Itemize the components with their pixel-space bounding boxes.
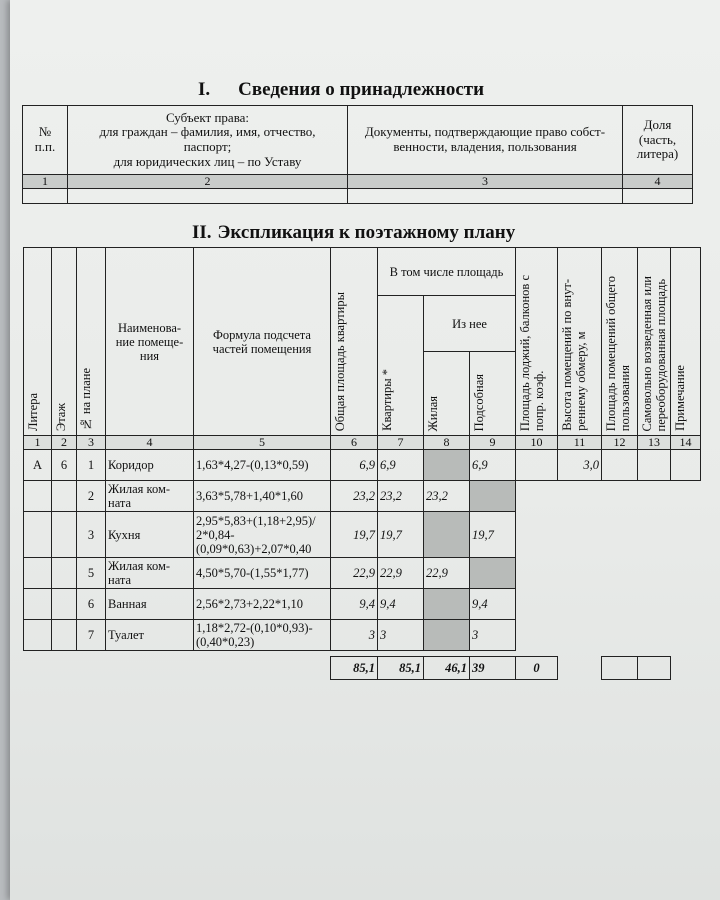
table-row — [24, 620, 701, 651]
etazh-cell — [52, 620, 77, 651]
formula-cell — [194, 450, 331, 481]
totals-label-space — [24, 657, 331, 680]
footnote-mark: * — [380, 369, 394, 376]
common-cell — [602, 450, 638, 481]
litera-cell: А — [24, 450, 52, 481]
formula-line: 2,95*5,83+(1,18+2,95)/ — [196, 513, 316, 528]
selfbuilt-cell — [638, 620, 671, 651]
room-name-line: Жилая ком- — [108, 482, 171, 497]
col-name-header — [106, 248, 194, 436]
common-cell — [602, 481, 638, 512]
formula-cell — [194, 589, 331, 620]
header-line: Квартиры — [380, 378, 394, 431]
room-no-cell: 6 — [77, 589, 106, 620]
header-text: Общая площадь квартиры — [333, 291, 347, 431]
header-text — [640, 272, 668, 436]
header-text: Подсобная — [472, 373, 486, 431]
selfbuilt-sum — [638, 657, 671, 680]
room-name-line: ната — [108, 496, 132, 511]
totals-row — [24, 657, 701, 680]
room-name-cell — [106, 620, 194, 651]
room-no-cell: 7 — [77, 620, 106, 651]
col-number: 3 — [77, 436, 106, 450]
loggia-cell — [516, 512, 558, 558]
formula-line: 1,18*2,72-(0,10*0,93)- — [196, 621, 313, 636]
loggia-cell — [516, 450, 558, 481]
header-line: Самовольно возведенная или — [640, 275, 655, 431]
room-name-cell — [106, 589, 194, 620]
living-area-cell: 22,9 — [424, 558, 470, 589]
col-num-header — [23, 106, 68, 175]
aux-area-sum: 39 — [470, 657, 516, 680]
height-cell — [558, 589, 602, 620]
room-name-cell — [106, 450, 194, 481]
note-cell — [671, 558, 701, 589]
room-name-line: Жилая ком- — [108, 559, 171, 574]
col-number: 8 — [424, 436, 470, 450]
formula-line: (0,40*0,23) — [196, 635, 255, 650]
header-line: № — [38, 124, 52, 140]
header-line: реннему обмеру, м — [574, 331, 589, 431]
formula-cell — [194, 481, 331, 512]
litera-cell — [24, 589, 52, 620]
loggia-cell — [516, 558, 558, 589]
formula-line: 4,50*5,70-(1,55*1,77) — [196, 566, 309, 581]
col-number: 1 — [24, 436, 52, 450]
note-cell — [671, 620, 701, 651]
note-cell — [671, 481, 701, 512]
aux-area-cell: 6,9 — [470, 450, 516, 481]
header-line: ние помеще- — [115, 334, 184, 349]
common-cell — [602, 620, 638, 651]
etazh-cell — [52, 558, 77, 589]
empty-cell — [623, 189, 693, 204]
header-line: п.п. — [34, 139, 56, 154]
col-total-area-header — [331, 248, 378, 436]
header-line: Наименова- — [117, 320, 182, 335]
room-name-cell — [106, 481, 194, 512]
room-name-line: Кухня — [108, 527, 141, 542]
apartment-area-cell: 6,9 — [378, 450, 424, 481]
header-text: Примечание — [673, 365, 688, 431]
col-litera-header — [24, 248, 52, 436]
height-cell — [558, 481, 602, 512]
common-cell — [602, 558, 638, 589]
header-text — [518, 271, 546, 435]
header-line: (часть, — [638, 131, 677, 147]
aux-area-cell: 3 — [470, 620, 516, 651]
col-number: 6 — [331, 436, 378, 450]
selfbuilt-cell — [638, 450, 671, 481]
header-line: Субъект права: — [165, 109, 250, 125]
explication-table — [23, 247, 701, 680]
col-number: 7 — [378, 436, 424, 450]
total-area-cell: 6,9 — [331, 450, 378, 481]
col-height-header — [558, 248, 602, 436]
aux-area-cell — [470, 481, 516, 512]
apartment-area-cell: 23,2 — [378, 481, 424, 512]
litera-cell — [24, 558, 52, 589]
aux-area-cell — [470, 558, 516, 589]
loggia-cell — [516, 620, 558, 651]
note-cell — [671, 450, 701, 481]
col-number: 11 — [558, 436, 602, 450]
section-2-title — [192, 222, 515, 244]
room-name-line: Туалет — [108, 628, 145, 643]
header-line: литера) — [636, 146, 679, 162]
selfbuilt-cell — [638, 558, 671, 589]
header-line: венности, владения, пользования — [393, 139, 577, 154]
etazh-cell — [52, 589, 77, 620]
col-number: 4 — [106, 436, 194, 450]
empty-cell — [348, 189, 623, 204]
col-number: 10 — [516, 436, 558, 450]
room-name-line: Ванная — [108, 597, 147, 612]
header-line: частей помещения — [212, 341, 312, 356]
header-text — [560, 275, 588, 435]
living-area-sum: 46,1 — [424, 657, 470, 680]
header-line: Формула подсчета — [213, 327, 311, 342]
table-row — [24, 481, 701, 512]
section-2-heading: Экспликация к поэтажному плану — [217, 222, 516, 243]
living-area-cell: 23,2 — [424, 481, 470, 512]
table-row — [24, 450, 701, 481]
header-line: Документы, подтверждающие право собст- — [364, 124, 606, 140]
col-common-header — [602, 248, 638, 436]
formula-line: 1,63*4,27-(0,13*0,59) — [196, 458, 309, 473]
section-1-number: I. — [198, 79, 211, 100]
room-no-cell: 1 — [77, 450, 106, 481]
common-cell — [602, 512, 638, 558]
header-line: Доля — [643, 117, 672, 133]
header-text — [604, 272, 632, 435]
col-number: 2 — [68, 175, 348, 189]
header-line: Площадь помещений общего — [604, 275, 619, 431]
litera-cell — [24, 481, 52, 512]
col-number: 12 — [602, 436, 638, 450]
table-row — [24, 512, 701, 558]
apartment-area-cell: 22,9 — [378, 558, 424, 589]
total-area-cell: 9,4 — [331, 589, 378, 620]
etazh-cell — [52, 512, 77, 558]
header-line: ния — [139, 348, 160, 363]
col-number: 3 — [348, 175, 623, 189]
section-2-number: II. — [192, 222, 212, 243]
formula-line: 2*0,84- — [196, 527, 235, 542]
col-etazh-header — [52, 248, 77, 436]
total-area-cell: 19,7 — [331, 512, 378, 558]
table-row — [24, 589, 701, 620]
note-cell — [671, 512, 701, 558]
col-plan-no-header — [77, 248, 106, 436]
col-number: 1 — [23, 175, 68, 189]
formula-line: 2,56*2,73+2,22*1,10 — [196, 597, 304, 612]
living-area-cell — [424, 620, 470, 651]
room-name-cell — [106, 558, 194, 589]
living-area-cell — [424, 589, 470, 620]
section-1-heading: Сведения о принадлежности — [238, 79, 485, 100]
total-area-cell: 3 — [331, 620, 378, 651]
col-number: 4 — [623, 175, 693, 189]
loggia-cell — [516, 481, 558, 512]
col-note-header — [671, 248, 701, 436]
col-share-header — [623, 106, 693, 175]
table-row — [24, 558, 701, 589]
col-number: 5 — [194, 436, 331, 450]
selfbuilt-cell — [638, 512, 671, 558]
col-docs-header — [348, 106, 623, 175]
aux-area-cell: 9,4 — [470, 589, 516, 620]
col-loggia-header — [516, 248, 558, 436]
header-text: Жилая — [426, 395, 440, 431]
col-apartment-header — [378, 296, 424, 436]
room-name-line: Коридор — [108, 458, 154, 473]
formula-cell — [194, 558, 331, 589]
room-no-cell: 2 — [77, 481, 106, 512]
col-number: 9 — [470, 436, 516, 450]
litera-cell — [24, 620, 52, 651]
header-line: Площадь лоджий, балконов с — [518, 274, 533, 431]
header-line: попр. коэф. — [532, 370, 547, 431]
total-area-cell: 22,9 — [331, 558, 378, 589]
note-sum — [671, 657, 701, 680]
common-cell — [602, 589, 638, 620]
col-number: 13 — [638, 436, 671, 450]
loggia-cell — [516, 589, 558, 620]
formula-cell — [194, 620, 331, 651]
height-sum — [558, 657, 602, 680]
column-numbers-row — [24, 436, 701, 450]
col-of-which-header: Из нее — [424, 296, 516, 352]
apartment-area-cell: 3 — [378, 620, 424, 651]
col-incl-area-header: В том числе площадь — [378, 248, 516, 296]
header-line: Высота помещений по внут- — [560, 279, 575, 431]
formula-line: 3,63*5,78+1,40*1,60 — [196, 489, 304, 504]
room-name-line: ната — [108, 573, 132, 588]
header-text: Этаж — [54, 402, 68, 431]
living-area-cell — [424, 450, 470, 481]
total-area-sum: 85,1 — [331, 657, 378, 680]
height-cell — [558, 512, 602, 558]
etazh-cell — [52, 481, 77, 512]
header-line: для граждан – фамилия, имя, отчество, — [99, 124, 316, 140]
height-cell — [558, 620, 602, 651]
header-text — [380, 365, 394, 435]
ownership-table — [22, 105, 693, 204]
common-sum — [602, 657, 638, 680]
room-no-cell: 3 — [77, 512, 106, 558]
col-formula-header — [194, 248, 331, 436]
aux-area-cell: 19,7 — [470, 512, 516, 558]
selfbuilt-cell — [638, 481, 671, 512]
note-cell — [671, 589, 701, 620]
height-cell: 3,0 — [558, 450, 602, 481]
col-aux-header — [470, 352, 516, 436]
empty-cell — [68, 189, 348, 204]
apartment-area-cell: 9,4 — [378, 589, 424, 620]
room-no-cell: 5 — [77, 558, 106, 589]
col-number: 2 — [52, 436, 77, 450]
header-line: для юридических лиц – по Уставу — [113, 153, 302, 169]
empty-cell — [23, 189, 68, 204]
section-1-title — [198, 79, 484, 101]
col-number: 14 — [671, 436, 701, 450]
header-line: пользования — [618, 364, 633, 431]
col-selfbuilt-header — [638, 248, 671, 436]
apartment-area-sum: 85,1 — [378, 657, 424, 680]
selfbuilt-cell — [638, 589, 671, 620]
loggia-sum: 0 — [516, 657, 558, 680]
litera-cell — [24, 512, 52, 558]
col-living-header — [424, 352, 470, 436]
header-line: паспорт; — [183, 139, 232, 154]
formula-cell — [194, 512, 331, 558]
apartment-area-cell: 19,7 — [378, 512, 424, 558]
header-text: Литера — [26, 393, 40, 431]
total-area-cell: 23,2 — [331, 481, 378, 512]
col-subject-header — [68, 106, 348, 175]
living-area-cell — [424, 512, 470, 558]
height-cell — [558, 558, 602, 589]
etazh-cell: 6 — [52, 450, 77, 481]
header-text: № на плане — [79, 367, 93, 431]
formula-line: (0,09*0,63)+2,07*0,40 — [196, 541, 312, 556]
header-line: переоборудованная площадь — [654, 278, 669, 431]
room-name-cell — [106, 512, 194, 558]
